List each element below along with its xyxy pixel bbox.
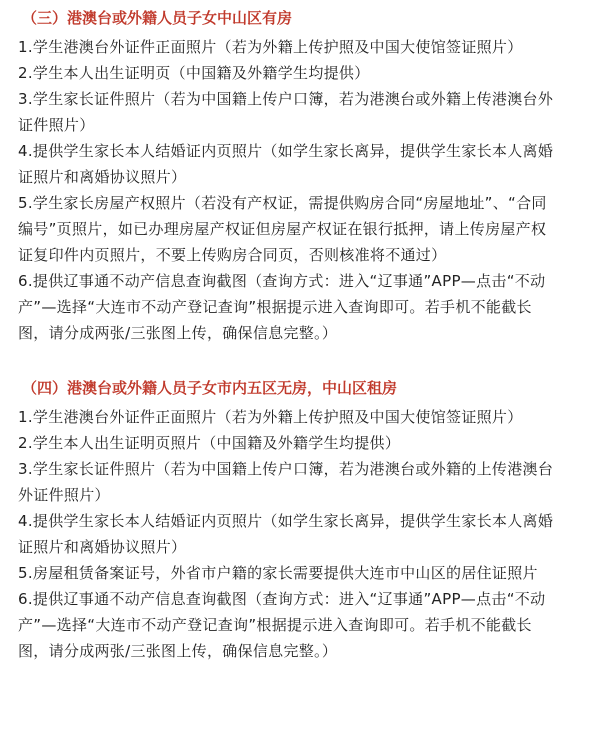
section-4 (18, 376, 588, 664)
item-line: 2.学生本人出生证明页（中国籍及外籍学生均提供） (18, 64, 370, 82)
section-heading: （四）港澳台或外籍人员子女市内五区无房，中山区租房 (22, 379, 398, 397)
item-line: 证照片和离婚协议照片） (18, 538, 187, 556)
item-line: 5.房屋租赁备案证号，外省市户籍的家长需要提供大连市中山区的居住证照片 (18, 564, 538, 582)
item-line: 证照片和离婚协议照片） (18, 168, 187, 186)
list-item (18, 508, 588, 560)
item-line: 6.提供辽事通不动产信息查询截图（查询方式：进入“辽事通”APP—点击“不动 (18, 590, 546, 608)
item-line: 5.学生家长房屋产权照片（若没有产权证，需提供购房合同“房屋地址”、“合同 (18, 194, 547, 212)
section-heading: （三）港澳台或外籍人员子女中山区有房 (22, 9, 293, 27)
list-item (18, 404, 588, 430)
list-item (18, 560, 588, 586)
item-line: 编号”页照片，如已办理房屋产权证但房屋产权证在银行抵押，请上传房屋产权 (18, 220, 547, 238)
item-line: 6.提供辽事通不动产信息查询截图（查询方式：进入“辽事通”APP—点击“不动 (18, 272, 546, 290)
item-line: 产”—选择“大连市不动产登记查询”根据提示进入查询即可。若手机不能截长 (18, 298, 532, 316)
list-item (18, 138, 588, 190)
list-item (18, 456, 588, 508)
item-line: 证复印件内页照片，不要上传购房合同页，否则核准将不通过） (18, 246, 447, 264)
item-line: 图，请分成两张/三张图上传，确保信息完整。） (18, 324, 338, 342)
item-line: 外证件照片） (18, 486, 110, 504)
list-item (18, 190, 588, 268)
item-line: 4.提供学生家长本人结婚证内页照片（如学生家长离异，提供学生家长本人离婚 (18, 142, 554, 160)
list-item (18, 34, 588, 60)
list-item (18, 268, 588, 346)
list-item (18, 430, 588, 456)
list-item (18, 60, 588, 86)
item-line: 证件照片） (18, 116, 95, 134)
section-3 (18, 6, 588, 346)
list-item (18, 586, 588, 664)
item-line: 3.学生家长证件照片（若为中国籍上传户口簿，若为港澳台或外籍的上传港澳台 (18, 460, 554, 478)
item-line: 2.学生本人出生证明页照片（中国籍及外籍学生均提供） (18, 434, 401, 452)
item-line: 3.学生家长证件照片（若为中国籍上传户口簿，若为港澳台或外籍上传港澳台外 (18, 90, 554, 108)
item-line: 图，请分成两张/三张图上传，确保信息完整。） (18, 642, 338, 660)
list-item (18, 86, 588, 138)
item-line: 4.提供学生家长本人结婚证内页照片（如学生家长离异，提供学生家长本人离婚 (18, 512, 554, 530)
item-line: 产”—选择“大连市不动产登记查询”根据提示进入查询即可。若手机不能截长 (18, 616, 532, 634)
item-line: 1.学生港澳台外证件正面照片（若为外籍上传护照及中国大使馆签证照片） (18, 38, 523, 56)
item-line: 1.学生港澳台外证件正面照片（若为外籍上传护照及中国大使馆签证照片） (18, 408, 523, 426)
